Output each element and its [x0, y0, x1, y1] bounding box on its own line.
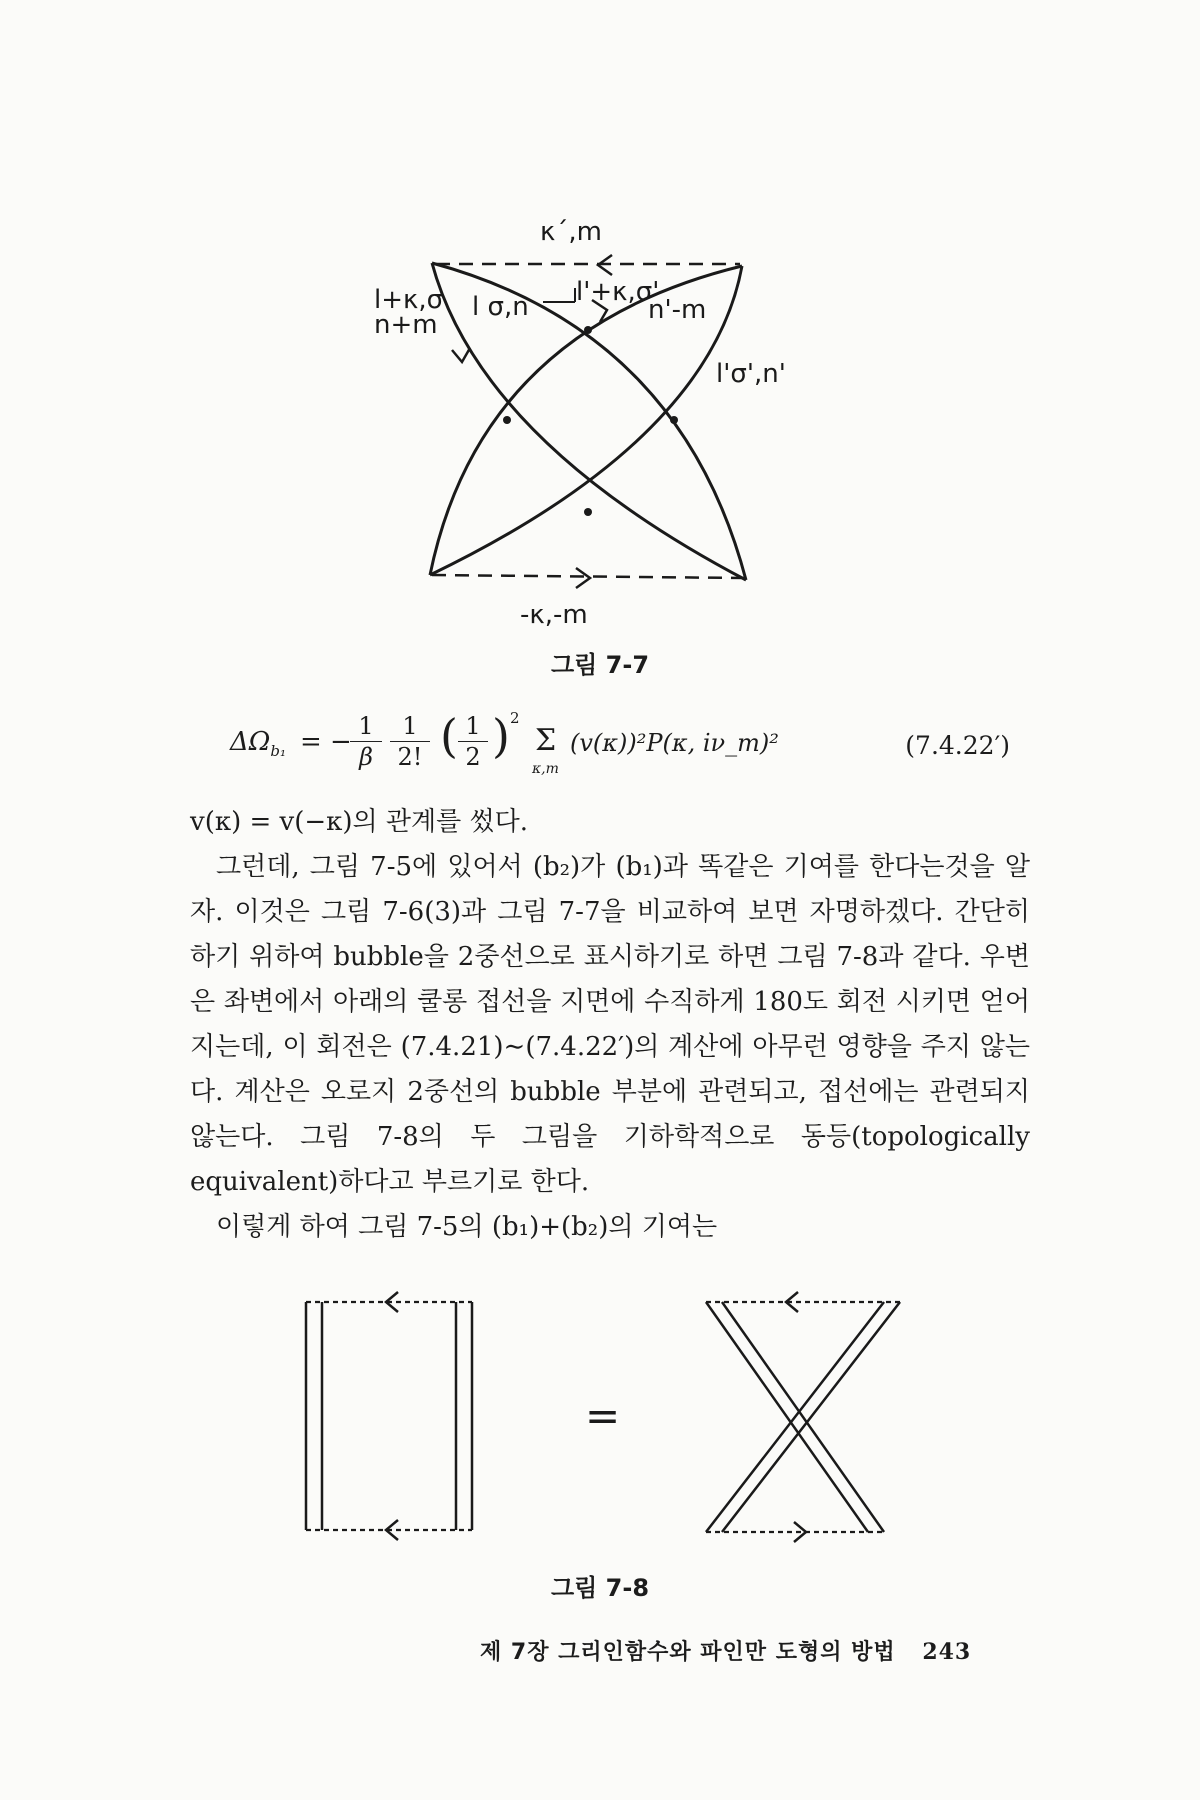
label-l-kappa-sigma: l+κ,σ [374, 285, 444, 315]
arrow-icon [452, 348, 470, 362]
label-l-sigma-n: l σ,n [472, 292, 529, 322]
label-lp-kappa-sigmap: l'+κ,σ' [576, 277, 660, 307]
paragraph-0: v(κ) = v(−κ)의 관계를 썼다. [190, 807, 529, 837]
equation-body: (v(κ))²P(κ, iν_m)² [570, 729, 779, 757]
bubble-double-line [722, 1302, 884, 1532]
vertex-dot [584, 508, 592, 516]
figure-7-8 [0, 1280, 1200, 1560]
sum-index: κ,m [532, 761, 559, 777]
equals-sign: = [585, 1391, 621, 1440]
paragraph-2: 이렇게 하여 그림 7-5의 (b₁)+(b₂)의 기여는 [216, 1212, 718, 1242]
bubble-double-line [722, 1302, 900, 1532]
equals-minus: = − [300, 727, 352, 757]
fraction-1-beta: $\frac{1}{\beta}$ [350, 711, 382, 772]
body-text [190, 800, 1030, 1250]
vertex-dot [584, 326, 592, 334]
bubble-double-line [706, 1302, 884, 1532]
page-number: 243 [922, 1639, 972, 1665]
equation-7-4-22p: $\Delta\Omega_{b_1}$ = − $\frac{1}{\beta}$ $\frac{1}{2!}$ ( $\frac{1}{2}$ ) 2 Σ κ,m (v(κ))²P(κ, iν_m)² (7.4.22′) [230, 709, 1010, 777]
figure-7-7 [0, 0, 1200, 640]
chapter-title: 제 7장 그리인함수와 파인만 도형의 방법 [480, 1640, 896, 1665]
label-np-m: n'-m [648, 295, 707, 325]
fraction-1-2fact: $\frac{1}{2!}$ [390, 711, 430, 772]
figure-7-8-caption: 그림 7-8 [550, 1574, 650, 1602]
fraction-1-2: $\frac{1}{2}$ [458, 711, 488, 772]
figure-7-7-caption: 그림 7-7 [550, 651, 650, 679]
label-lp-sigmap-np: l'σ',n' [716, 359, 786, 389]
vertex-dot [503, 416, 511, 424]
label-n-m: n+m [374, 310, 438, 340]
sum-symbol: Σ [535, 723, 557, 758]
equation-lhs: $\Delta\Omega_{b_1}$ [230, 727, 286, 761]
page-footer [480, 1635, 971, 1666]
vertex-dot [670, 416, 678, 424]
arrow-icon [576, 568, 590, 588]
paragraph-1: 그런데, 그림 7-5에 있어서 (b₂)가 (b₁)과 똑같은 기여를 한다는것을 알자. 이것은 그림 7-6(3)과 그림 7-7을 비교하여 보면 자명하겠다. 간단히 하기 위하여 bubble을 2중선으로 표시하기로 하면 그림 7-8과 같다. 우변은 좌변에서 아래의 쿨롱 접선을 지면에 수직하게 180도 회전 시키면 얻어지는데, 이 회전은 (7.4.21)∼(7.4.22′)의 계산에 아무런 영향을 주지 않는다. 계산은 오로지 2중선의 bubble 부분에 관련되고, 접선에는 관련되지 않는다. 그림 7-8의 두 그림을 기하학적으로 동등(topologically equivalent)하다고 부르기로 한다. [190, 852, 1030, 1197]
equation-number: (7.4.22′) [905, 731, 1010, 760]
label-top: κ΄,m [540, 217, 602, 247]
bubble-double-line [706, 1302, 868, 1532]
label-bottom: -κ,-m [520, 600, 588, 630]
